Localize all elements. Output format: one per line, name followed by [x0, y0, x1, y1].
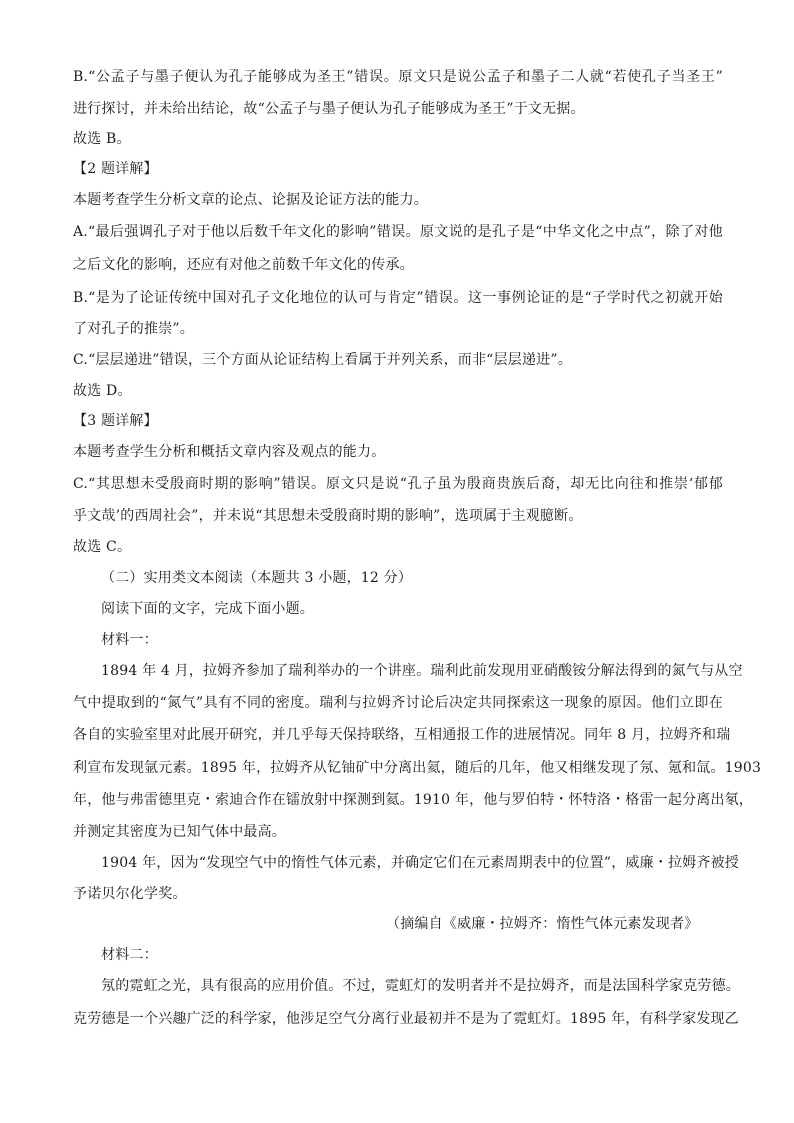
material-one-label: 材料一： — [101, 632, 158, 648]
material-two-p1-line-2: 克劳德是一个兴趣广泛的科学家，他涉足空气分离行业最初并不是为了霓虹灯。1895 年，有科学家发现乙 — [73, 1011, 739, 1027]
q2-option-a-line-1: A.“最后强调孔子对于他以后数千年文化的影响”错误。原文说的是孔子是“中华文化之中点”，除了对他 — [73, 224, 723, 240]
material-one-p1-line-4: 利宣布发现氩元素。1895 年，拉姆齐从钇铀矿中分离出氦，随后的几年，他又相继发现了氖、氪和氙。1903 — [73, 760, 762, 776]
reading-instruction: 阅读下面的文字，完成下面小题。 — [101, 601, 314, 617]
material-one-p1-line-1: 1894 年 4 月，拉姆齐参加了瑞利举办的一个讲座。瑞利此前发现用亚硝酸铵分解法得到的氮气与从空 — [101, 663, 743, 679]
q2-intro: 本题考查学生分析文章的论点、论据及论证方法的能力。 — [73, 192, 428, 208]
material-one-p2-line-2: 予诺贝尔化学奖。 — [73, 886, 187, 902]
material-two-p1-line-1: 氖的霓虹之光，具有很高的应用价值。不过，霓虹灯的发明者并不是拉姆齐，而是法国科学家克劳德。 — [101, 978, 740, 994]
material-two-label: 材料二： — [101, 947, 158, 963]
material-one-p1-line-5: 年，他与弗雷德里克・索迪合作在镭放射中探测到氦。1910 年，他与罗伯特・怀特洛・格雷一起分离出氡， — [73, 792, 754, 808]
q2-option-c: C.“层层递进”错误，三个方面从论证结构上看属于并列关系，而非“层层递进”。 — [73, 352, 572, 368]
part-two-heading: （二）实用类文本阅读（本题共 3 小题，12 分） — [101, 570, 413, 586]
section-heading-q2: 【2 题详解】 — [73, 161, 158, 177]
q2-option-a-line-2: 之后文化的影响，还应有对他之前数千年文化的传承。 — [73, 257, 414, 273]
material-one-p1-line-2: 气中提取到的“氮气”具有不同的密度。瑞利与拉姆齐讨论后决定共同探索这一现象的原因。他们立即在 — [73, 695, 723, 711]
material-one-source: （摘编自《威廉・拉姆齐：惰性气体元素发现者》 — [386, 916, 699, 932]
q3-intro: 本题考查学生分析和概括文章内容及观点的能力。 — [73, 444, 386, 460]
q2-option-b-line-1: B.“是为了论证传统中国对孔子文化地位的认可与肯定”错误。这一事例论证的是“子学时代之初就开始 — [73, 290, 723, 306]
section-heading-q3: 【3 题详解】 — [73, 413, 158, 429]
material-one-p1-line-6: 并测定其密度为已知气体中最高。 — [73, 824, 286, 840]
q3-option-c-line-1: C.“其思想未受殷商时期的影响”错误。原文只是说“孔子虽为殷商贵族后裔，却无比向往和推崇‘郁郁 — [73, 476, 723, 492]
q2-option-b-line-2: 了对孔子的推崇”。 — [73, 321, 194, 337]
answer-b-line-1: B.“公孟子与墨子便认为孔子能够成为圣王”错误。原文只是说公孟子和墨子二人就“若使孔子当圣王” — [73, 69, 723, 85]
answer-b-line-2: 进行探讨，并未给出结论，故“公孟子与墨子便认为孔子能够成为圣王”于文无据。 — [73, 101, 585, 117]
q3-conclusion: 故选 C。 — [73, 539, 132, 555]
answer-conclusion-b: 故选 B。 — [73, 131, 131, 147]
material-one-p1-line-3: 各自的实验室里对此展开研究，并几乎每天保持联络，互相通报工作的进展情况。同年 8 月，拉姆齐和瑞 — [73, 727, 731, 743]
q3-option-c-line-2: 乎文哉’的西周社会”，并未说“其思想未受殷商时期的影响”，选项属于主观臆断。 — [73, 508, 583, 524]
material-one-p2-line-1: 1904 年，因为“发现空气中的惰性气体元素，并确定它们在元素周期表中的位置”，威廉・拉姆齐被授 — [101, 855, 739, 871]
q2-conclusion: 故选 D。 — [73, 383, 132, 399]
